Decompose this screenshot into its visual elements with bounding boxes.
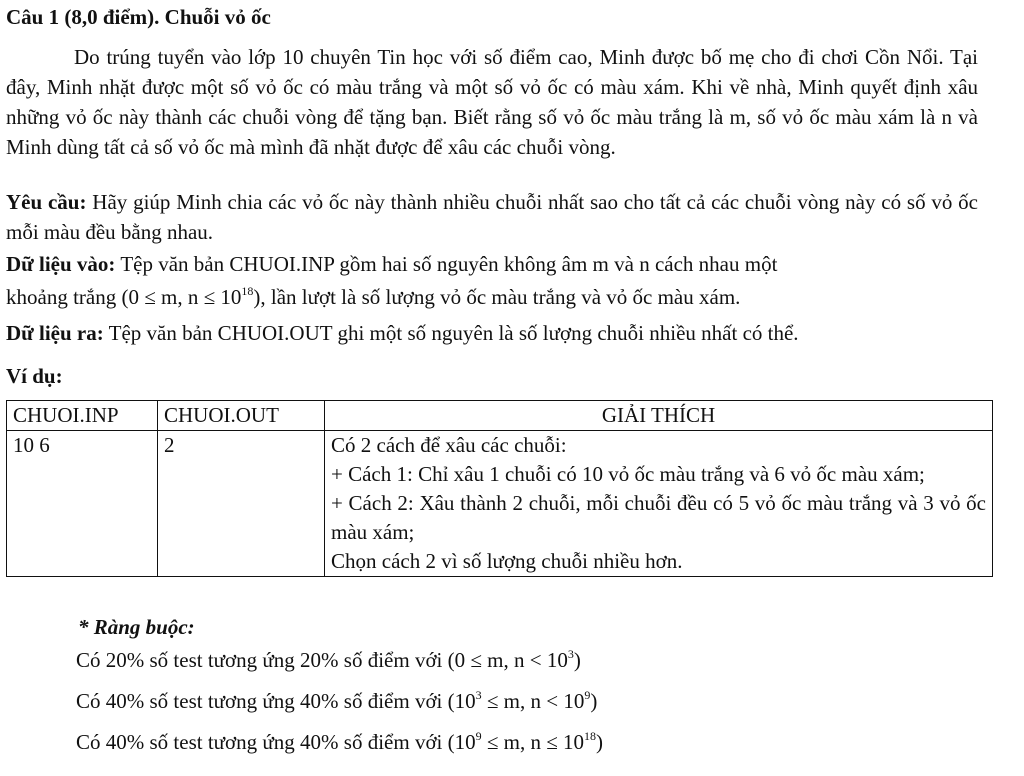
math-pre: (10 bbox=[447, 689, 476, 713]
input-range-exponent: 18 bbox=[241, 284, 254, 298]
explanation-line: Chọn cách 2 vì số lượng chuỗi nhiều hơn. bbox=[331, 549, 683, 573]
requirement-text: Hãy giúp Minh chia các vỏ ốc này thành nhiều chuỗi nhất sao cho tất cả các chuỗi vòng này có số vỏ ốc mỗi màu đều bằng nhau. bbox=[6, 190, 978, 244]
math-mid: ≤ m, n ≤ 10 bbox=[481, 730, 585, 754]
math-exponent: 3 bbox=[567, 647, 574, 661]
constraint-item bbox=[76, 686, 597, 716]
math-post: ) bbox=[596, 730, 604, 754]
explanation-line: Có 2 cách để xâu các chuỗi: bbox=[331, 433, 567, 457]
input-range-close: ) bbox=[253, 285, 261, 309]
requirement-label: Yêu cầu: bbox=[6, 190, 87, 214]
header-explain: GIẢI THÍCH bbox=[325, 401, 993, 431]
explanation-line: + Cách 2: Xâu thành 2 chuỗi, mỗi chuỗi đều có 5 vỏ ốc màu trắng và 3 vỏ ốc màu xám; bbox=[331, 491, 986, 544]
table-row bbox=[7, 431, 993, 577]
output-text: Tệp văn bản CHUOI.OUT ghi một số nguyên là số lượng chuỗi nhiều nhất có thể. bbox=[108, 321, 799, 345]
table-header-row bbox=[7, 401, 993, 431]
output-label: Dữ liệu ra: bbox=[6, 321, 104, 345]
math-post: ) bbox=[573, 648, 581, 672]
math-post: ) bbox=[590, 689, 598, 713]
math-pre: (0 ≤ m, n < 10 bbox=[447, 648, 568, 672]
constraint-item bbox=[76, 645, 581, 675]
constraint-item bbox=[76, 727, 603, 757]
math-exponent-a: 9 bbox=[475, 729, 482, 743]
input-paragraph-line2 bbox=[6, 282, 978, 312]
intro-line: Do trúng tuyển vào lớp 10 chuyên Tin học với số điểm cao, Minh được bố mẹ cho đi chơi bbox=[74, 45, 859, 69]
input-range-text: (0 ≤ m, n ≤ 10 bbox=[121, 285, 242, 309]
intro-line: vỏ ốc màu trắng là m, số vỏ ốc màu xám là n và Minh dùng tất cả số vỏ ốc mà mình đã nhặt bbox=[6, 105, 979, 159]
input-text-1: Tệp văn bản CHUOI.INP gồm hai số nguyên không âm m và n cách nhau một bbox=[120, 252, 778, 276]
intro-line: Cồn Nổi. Tại đây, Minh nhặt được một số vỏ ốc có màu trắng và một số vỏ ốc có màu xám. Khi bbox=[6, 45, 978, 99]
input-text-2a: khoảng trắng bbox=[6, 285, 117, 309]
math-exponent: 18 bbox=[584, 729, 597, 743]
cell-explanation bbox=[325, 431, 993, 577]
math-mid: ≤ m, n < 10 bbox=[481, 689, 585, 713]
header-inp: CHUOI.INP bbox=[7, 401, 158, 431]
input-text-2b: , lần lượt là số lượng vỏ ốc màu trắng và vỏ ốc màu xám. bbox=[260, 285, 741, 309]
constraint-math bbox=[448, 730, 603, 754]
constraints-title: * Ràng buộc: bbox=[78, 615, 195, 639]
constraint-math bbox=[448, 648, 581, 672]
explanation-line: + Cách 1: Chỉ xâu 1 chuỗi có 10 vỏ ốc màu trắng và 6 vỏ ốc màu xám; bbox=[331, 462, 925, 486]
math-pre: (10 bbox=[447, 730, 476, 754]
example-heading: Ví dụ: bbox=[6, 364, 63, 388]
cell-output: 2 bbox=[158, 431, 325, 577]
constraint-text: Có 40% số test tương ứng 40% số điểm với bbox=[76, 730, 443, 754]
requirement-paragraph bbox=[6, 187, 978, 247]
output-paragraph bbox=[6, 318, 978, 348]
input-range bbox=[121, 285, 260, 309]
intro-line: về nhà, Minh quyết định xâu những vỏ ốc này thành các chuỗi vòng để tặng bạn. Biết rằng số bbox=[6, 75, 979, 129]
constraint-math bbox=[448, 689, 598, 713]
input-label: Dữ liệu vào: bbox=[6, 252, 116, 276]
intro-paragraph bbox=[6, 42, 978, 162]
input-paragraph bbox=[6, 249, 978, 279]
math-exponent-a: 3 bbox=[475, 688, 482, 702]
header-out: CHUOI.OUT bbox=[158, 401, 325, 431]
cell-input: 10 6 bbox=[7, 431, 158, 577]
constraint-text: Có 40% số test tương ứng 40% số điểm với bbox=[76, 689, 443, 713]
question-title: Câu 1 (8,0 điểm). Chuỗi vỏ ốc bbox=[6, 5, 271, 29]
intro-line: được để xâu các chuỗi vòng. bbox=[375, 135, 616, 159]
example-table bbox=[6, 400, 993, 577]
math-exponent: 9 bbox=[584, 688, 591, 702]
constraint-text: Có 20% số test tương ứng 20% số điểm với bbox=[76, 648, 443, 672]
